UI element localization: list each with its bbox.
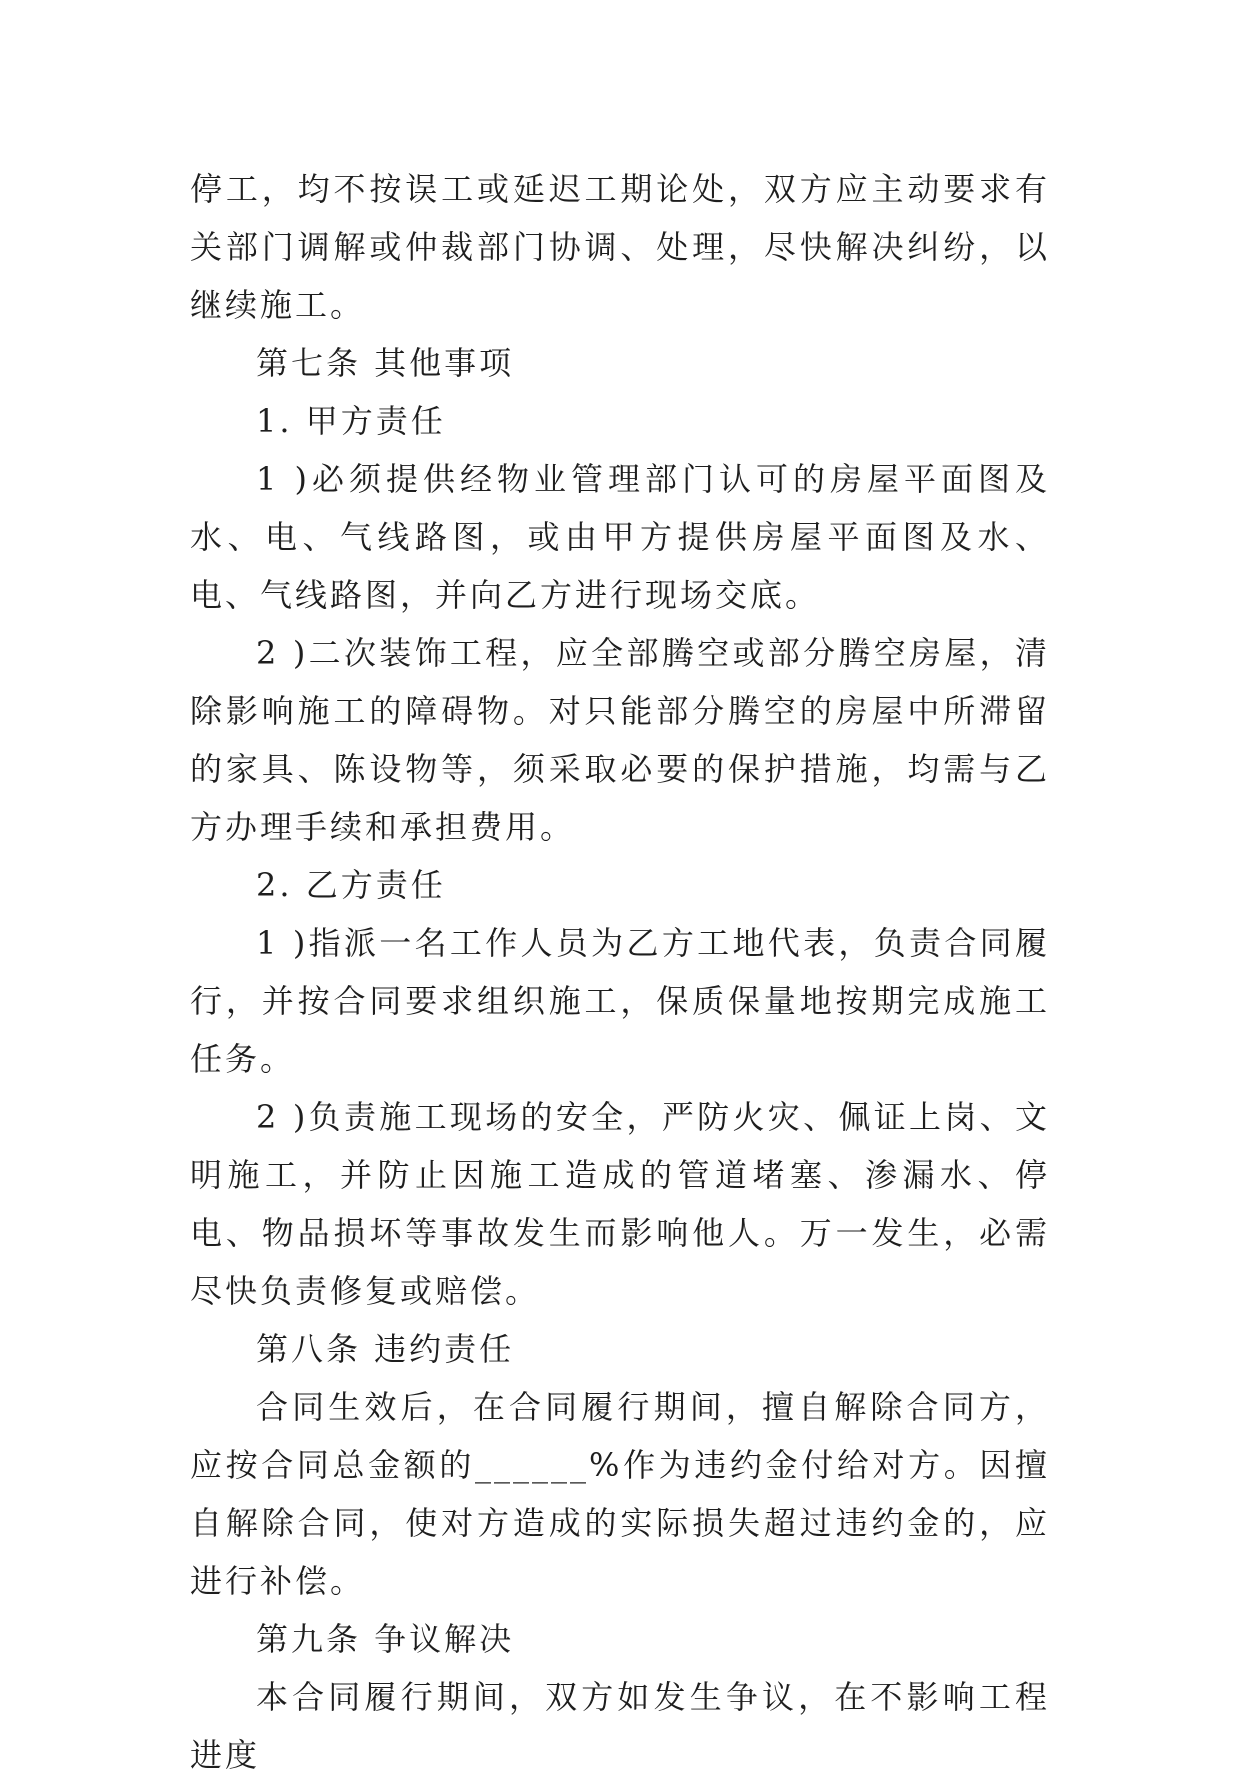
section-heading-8: 第八条 违约责任 xyxy=(256,1330,515,1368)
paragraph-dispute: 本合同履行期间，双方如发生争议，在不影响工程进度 xyxy=(190,1678,1050,1774)
paragraph-party-b-item-1: 1 )指派一名工作人员为乙方工地代表，负责合同履行，并按合同要求组织施工，保质保量地按期完成施工任务。 xyxy=(190,924,1050,1078)
document-body xyxy=(190,160,1050,1784)
paragraph-party-a-item-2: 2 )二次装饰工程，应全部腾空或部分腾空房屋，清除影响施工的障碍物。对只能部分腾空的房屋中所滞留的家具、陈设物等，须采取必要的保护措施，均需与乙方办理手续和承担费用。 xyxy=(190,634,1050,846)
section-heading-7: 第七条 其他事项 xyxy=(256,344,515,382)
section-heading-9: 第九条 争议解决 xyxy=(256,1620,515,1658)
paragraph-continuation: 停工，均不按误工或延迟工期论处，双方应主动要求有关部门调解或仲裁部门协调、处理，尽快解决纠纷，以继续施工。 xyxy=(190,170,1050,324)
paragraph-party-b-item-2: 2 )负责施工现场的安全，严防火灾、佩证上岗、文明施工，并防止因施工造成的管道堵塞、渗漏水、停电、物品损坏等事故发生而影响他人。万一发生，必需尽快负责修复或赔偿。 xyxy=(190,1098,1050,1310)
paragraph-breach: 合同生效后，在合同履行期间，擅自解除合同方，应按合同总金额的______%作为违约金付给对方。因擅自解除合同，使对方造成的实际损失超过违约金的，应进行补偿。 xyxy=(190,1388,1050,1600)
subheading-party-b: 2. 乙方责任 xyxy=(256,866,446,904)
subheading-party-a: 1. 甲方责任 xyxy=(256,402,446,440)
paragraph-party-a-item-1: 1 )必须提供经物业管理部门认可的房屋平面图及水、电、气线路图，或由甲方提供房屋平面图及水、电、气线路图，并向乙方进行现场交底。 xyxy=(190,460,1050,614)
